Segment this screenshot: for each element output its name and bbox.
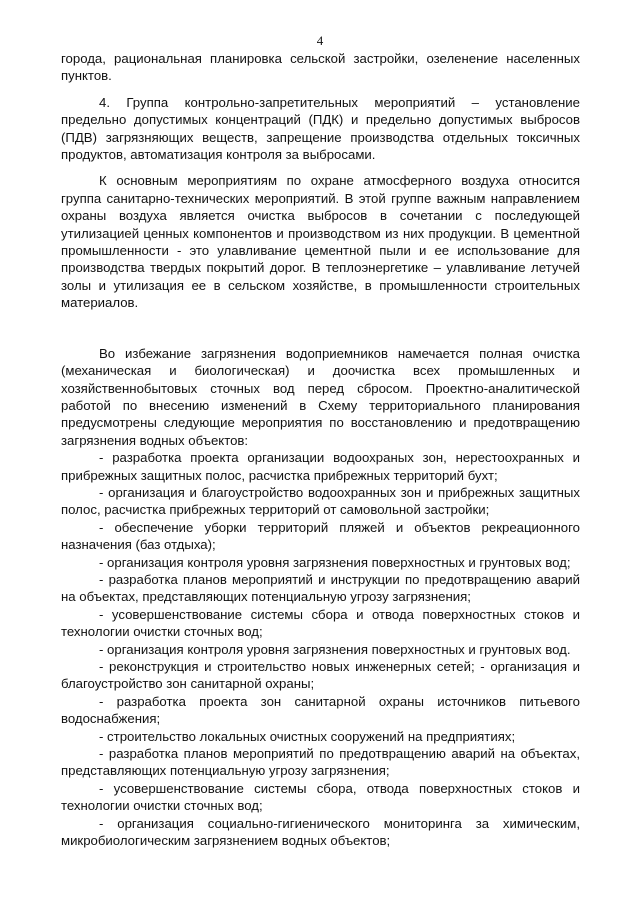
paragraph-air-protection: К основным мероприятиям по охране атмосферного воздуха относится группа санитарно-технических мероприятий. В этой группе важным направлением охраны воздуха является очистка выбросов в сочетании с последующей утилизацией ценных компонентов и производством из них продукции. В цементной промышленности - это улавливание цементной пыли и ее использование для производства твердых покрытий дорог. В теплоэнергетике – улавливание летучей золы и утилизация ее в сельском хозяйстве, в промышленности строительных материалов. — [61, 173, 580, 311]
list-item: - усовершенствование системы сбора и отвода поверхностных стоков и технологии очистки сточных вод; — [61, 606, 580, 640]
list-item: - организация социально-гигиенического мониторинга за химическим, микробиологическим загрязнением водных объектов; — [61, 815, 580, 849]
list-item: - организация контроля уровня загрязнения поверхностных и грунтовых вод; — [99, 554, 571, 570]
list-item: - разработка проекта организации водоохраных зон, нерестоохранных и прибрежных защитных полос, расчистка прибрежных территорий бухт; — [61, 450, 580, 483]
list-item: - строительство локальных очистных сооружений на предприятиях; — [99, 728, 516, 744]
paragraph-continuation: города, рациональная планировка сельской застройки, озеленение населенных пунктов. — [61, 51, 580, 84]
list-item: - разработка проекта зон санитарной охраны источников питьевого водоснабжения; — [61, 693, 580, 727]
list-item: - обеспечение уборки территорий пляжей и объектов рекреационного назначения (баз отдыха); — [61, 519, 580, 553]
list-item: - организация и благоустройство водоохранных зон и прибрежных защитных полос, расчистка прибрежных территорий от самовольной застройки; — [61, 484, 580, 518]
list-item: - реконструкция и строительство новых инженерных сетей; - организация и благоустройство зон санитарной охраны; — [61, 659, 580, 692]
paragraph-control-measures: 4. Группа контрольно-запретительных мероприятий – установление предельно допустимых концентраций (ПДК) и предельно допустимых выбросов (ПДВ) загрязняющих веществ, запрещение производства отдельных токсичных продуктов, автоматизация контроля за выбросами. — [61, 94, 580, 163]
measures-list — [61, 449, 580, 849]
list-item: - разработка планов мероприятий по предотвращению аварий на объектах, представляющих потенциальную угрозу загрязнения; — [61, 746, 580, 779]
list-item: - усовершенствование системы сбора, отвода поверхностных стоков и технологии очистки сточных вод; — [61, 780, 580, 814]
document-body — [61, 50, 580, 849]
paragraph-water-protection: Во избежание загрязнения водоприемников намечается полная очистка (механическая и биологическая) и доочистка всех промышленных и хозяйственнобытовых сточных вод перед сбросом. Проектно-аналитической работой по внесению изменений в Схему территориального планирования предусмотрены следующие мероприятия по восстановлению и предотвращению загрязнения водных объектов: — [61, 345, 580, 448]
page-number: 4 — [316, 33, 324, 48]
list-item: - организация контроля уровня загрязнения поверхностных и грунтовых вод. — [99, 641, 571, 657]
list-item: - разработка планов мероприятий и инструкции по предотвращению аварий на объектах, представляющих потенциальную угрозу загрязнения; — [61, 571, 580, 605]
